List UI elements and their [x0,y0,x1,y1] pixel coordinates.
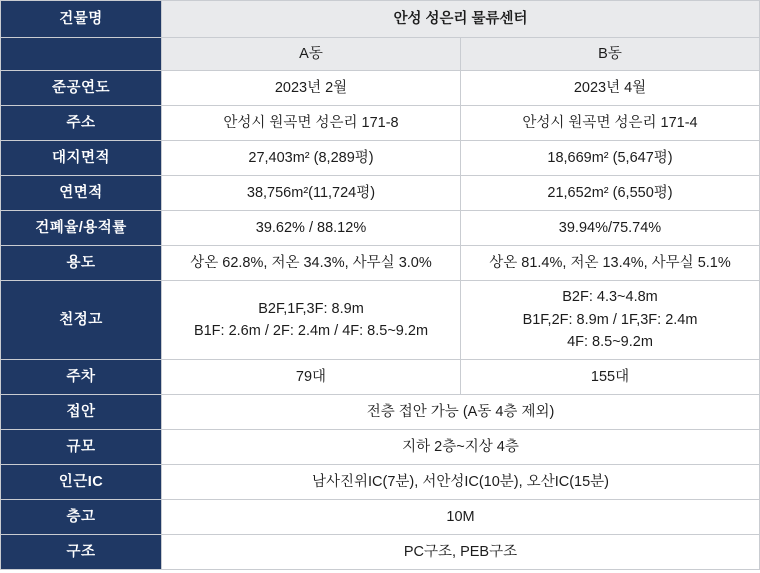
cell-docking: 전층 접안 가능 (A동 4층 제외) [162,395,760,430]
row-label-scale: 규모 [1,430,162,465]
table-row [1,38,760,71]
table-row [1,1,760,38]
table-row [1,360,760,395]
cell-parking-b: 155대 [461,360,760,395]
ceiling-a-line-1: B2F,1F,3F: 8.9m [258,300,364,317]
row-label-structure: 구조 [1,535,162,570]
ceiling-b-line-2: B1F,2F: 8.9m / 1F,3F: 2.4m [522,311,698,328]
row-label-parking: 주차 [1,360,162,395]
row-label-usage: 용도 [1,246,162,281]
table-row [1,141,760,176]
table-row [1,395,760,430]
cell-site-area-b: 18,669m² (5,647평) [461,141,760,176]
row-label-blank [1,38,162,71]
cell-floor-height: 10M [162,500,760,535]
cell-structure: PC구조, PEB구조 [162,535,760,570]
page-title: 안성 성은리 물류센터 [162,1,760,38]
cell-gross-floor-area-a: 38,756m²(11,724평) [162,176,461,211]
cell-parking-a: 79대 [162,360,461,395]
table-row [1,246,760,281]
row-label-site-area: 대지면적 [1,141,162,176]
table-row [1,500,760,535]
table-row [1,430,760,465]
table-row [1,535,760,570]
cell-ceiling-height-a [162,281,461,360]
row-label-address: 주소 [1,106,162,141]
row-label-ceiling-height: 천정고 [1,281,162,360]
column-header-b: B동 [461,38,760,71]
cell-ceiling-height-b-lines [461,282,759,357]
row-label-coverage-floor-area-ratio: 건폐율/용적률 [1,211,162,246]
cell-completion-year-a: 2023년 2월 [162,71,461,106]
cell-ceiling-height-b [461,281,760,360]
cell-ceiling-height-a-lines [162,294,460,347]
table-row [1,176,760,211]
cell-gross-floor-area-b: 21,652m² (6,550평) [461,176,760,211]
table-row [1,281,760,360]
cell-address-b: 안성시 원곡면 성은리 171-4 [461,106,760,141]
column-header-a: A동 [162,38,461,71]
cell-nearby-ic: 남사진위IC(7분), 서안성IC(10분), 오산IC(15분) [162,465,760,500]
table-row [1,465,760,500]
row-label-building-name: 건물명 [1,1,162,38]
table-row [1,106,760,141]
cell-site-area-a: 27,403m² (8,289평) [162,141,461,176]
cell-completion-year-b: 2023년 4월 [461,71,760,106]
row-label-floor-height: 층고 [1,500,162,535]
cell-usage-a: 상온 62.8%, 저온 34.3%, 사무실 3.0% [162,246,461,281]
table-row [1,211,760,246]
cell-coverage-ratio-b: 39.94%/75.74% [461,211,760,246]
ceiling-a-line-2: B1F: 2.6m / 2F: 2.4m / 4F: 8.5~9.2m [193,323,429,339]
row-label-nearby-ic: 인근IC [1,465,162,500]
row-label-completion-year: 준공연도 [1,71,162,106]
cell-usage-b: 상온 81.4%, 저온 13.4%, 사무실 5.1% [461,246,760,281]
spec-table-body [1,1,760,570]
row-label-gross-floor-area: 연면적 [1,176,162,211]
ceiling-b-line-3: 4F: 8.5~9.2m [567,334,653,351]
ceiling-b-line-1: B2F: 4.3~4.8m [562,289,658,306]
cell-coverage-ratio-a: 39.62% / 88.12% [162,211,461,246]
cell-scale: 지하 2층~지상 4층 [162,430,760,465]
row-label-docking: 접안 [1,395,162,430]
table-row [1,71,760,106]
cell-address-a: 안성시 원곡면 성은리 171-8 [162,106,461,141]
